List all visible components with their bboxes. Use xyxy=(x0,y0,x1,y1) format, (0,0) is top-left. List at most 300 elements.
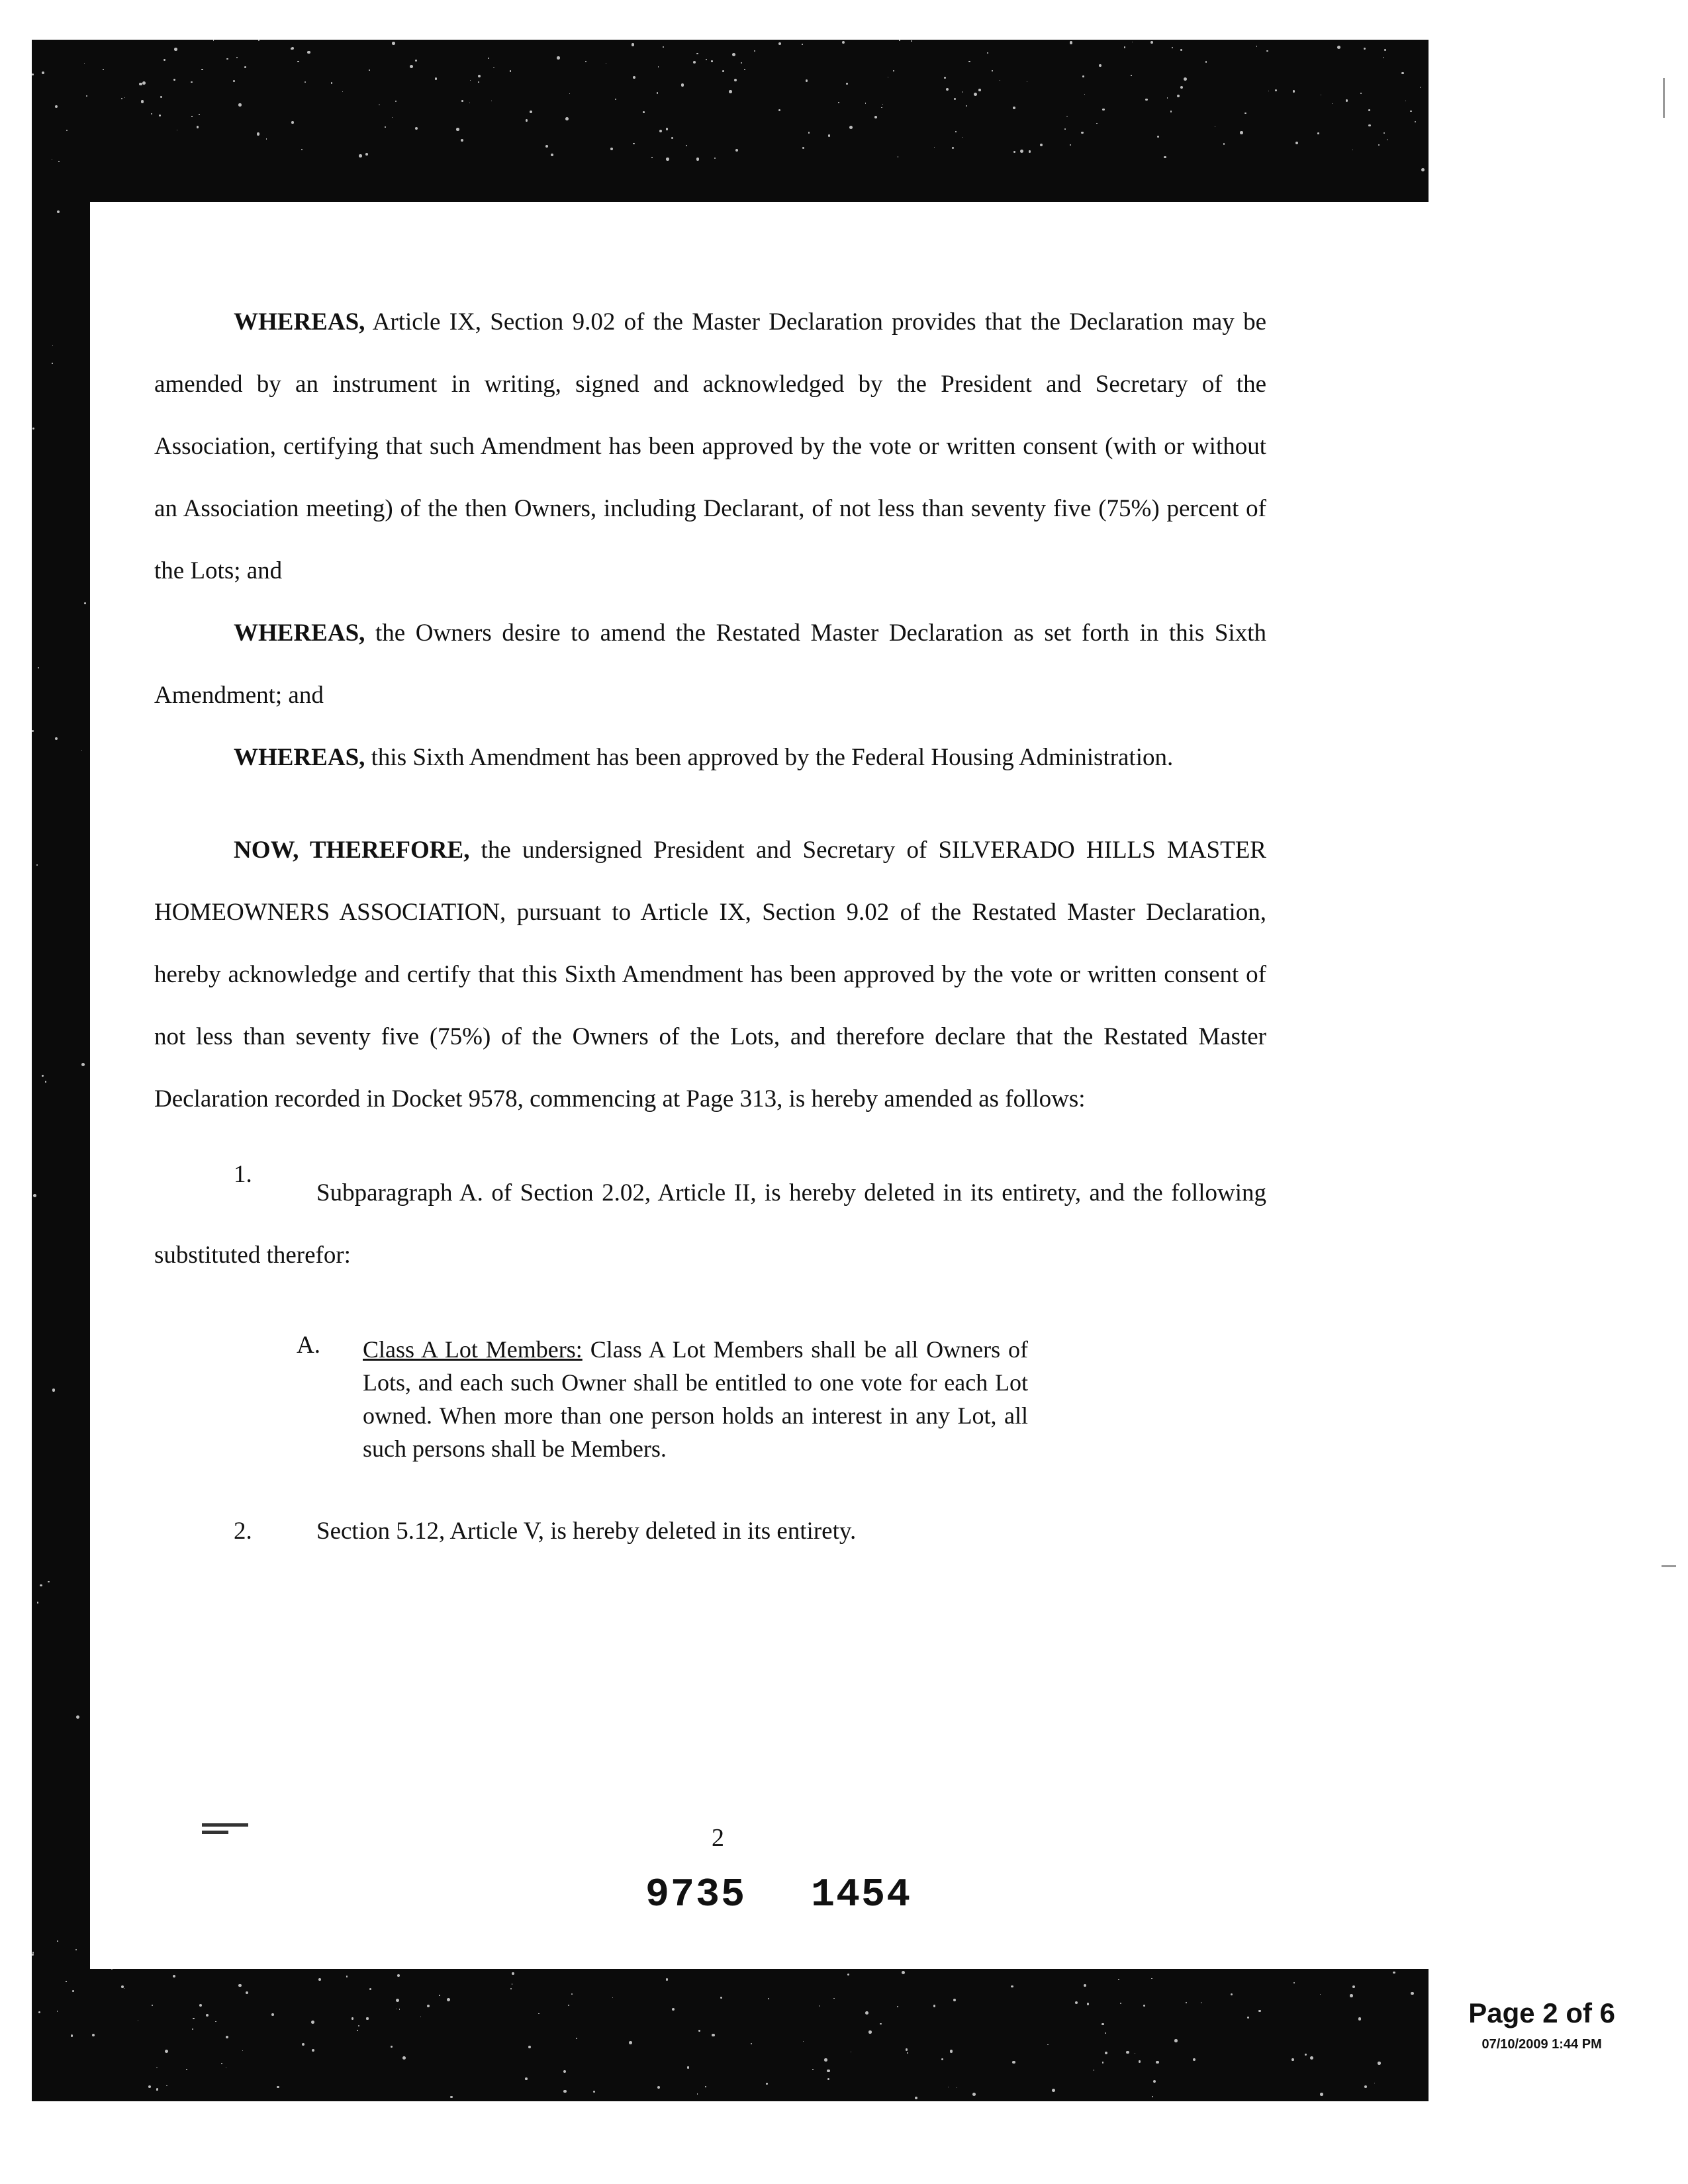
scan-speck xyxy=(318,1978,321,1981)
scan-speck xyxy=(1105,2052,1107,2054)
scan-speck xyxy=(92,2034,95,2036)
scan-speck xyxy=(402,2056,406,2060)
paragraph-whereas-3 xyxy=(154,727,1266,789)
scan-speck xyxy=(57,2011,58,2012)
scan-speck xyxy=(1012,2061,1015,2064)
scan-speck xyxy=(874,116,877,118)
scan-speck xyxy=(568,2005,569,2006)
scan-speck xyxy=(827,2078,829,2080)
scan-speck xyxy=(1139,2060,1141,2063)
scan-speck xyxy=(1070,144,1071,146)
scan-speck xyxy=(615,99,616,100)
scan-speck xyxy=(397,1974,400,1977)
scan-speck xyxy=(820,2005,821,2007)
scan-speck xyxy=(1118,1979,1119,1980)
subitem-class-a xyxy=(297,1332,1029,1465)
scan-speck xyxy=(152,2005,153,2006)
scan-speck xyxy=(66,1981,67,1982)
paragraph-now-therefore xyxy=(154,819,1266,1130)
scan-speck xyxy=(199,114,200,115)
scan-speck xyxy=(1364,48,1366,50)
scan-speck xyxy=(32,1952,34,1953)
scan-speck xyxy=(1070,41,1072,44)
scan-speck xyxy=(538,2013,539,2014)
scan-speck xyxy=(1420,87,1421,88)
scan-speck xyxy=(525,2077,528,2080)
scan-speck xyxy=(1151,1978,1152,1979)
paragraph-text: this Sixth Amendment has been approved by the Federal Housing Administration. xyxy=(371,744,1174,771)
scan-speck xyxy=(124,97,125,98)
scan-speck xyxy=(493,67,494,68)
scan-speck xyxy=(1275,89,1277,91)
scan-speck xyxy=(42,1075,44,1077)
scan-speck xyxy=(32,428,35,430)
scan-speck xyxy=(435,77,437,79)
scan-speck xyxy=(666,1978,669,1981)
scan-speck xyxy=(720,1997,722,1999)
scan-speck xyxy=(1120,2003,1121,2004)
scan-speck xyxy=(301,149,303,150)
scan-speck xyxy=(139,83,142,86)
scan-speck xyxy=(1102,2023,1104,2026)
scan-speck xyxy=(1131,75,1132,76)
scan-speck xyxy=(192,2028,193,2030)
scan-speck xyxy=(1293,90,1295,93)
scan-speck xyxy=(193,2018,195,2020)
scan-speck xyxy=(1421,168,1425,171)
scan-speck xyxy=(342,91,343,92)
scan-speck xyxy=(1266,50,1268,52)
scan-speck xyxy=(52,345,53,346)
scan-speck xyxy=(257,132,260,136)
scan-speck xyxy=(1383,57,1384,58)
scan-speck xyxy=(711,60,713,62)
scan-speck xyxy=(968,61,970,62)
scan-speck xyxy=(898,156,899,158)
scan-speck xyxy=(705,2086,706,2087)
scan-speck xyxy=(311,2021,314,2024)
scan-speck xyxy=(156,2088,159,2091)
scan-speck xyxy=(1105,2032,1106,2034)
scan-speck xyxy=(1099,64,1102,67)
scan-speck xyxy=(238,103,242,107)
scan-speck xyxy=(58,161,60,162)
scan-speck xyxy=(37,1602,39,1604)
scan-speck xyxy=(681,83,684,87)
paragraph-text: Article IX, Section 9.02 of the Master Declaration provides that the Declaration may be amended by an instrument in writing, signed and acknowledged by the President and Secretary of the Association, certifying that such Amendment has been approved by the vote or written consent (with or without an Association meeting) of the then Owners, including Declarant, of not less than seventy five (75%) percent of the Lots; and xyxy=(154,308,1266,584)
scan-speck xyxy=(827,2070,830,2073)
scan-speck xyxy=(865,2011,868,2015)
item-text: Subparagraph A. of Section 2.02, Article II, is hereby deleted in its entirety, and the following substituted therefor: xyxy=(154,1179,1266,1269)
scan-speck xyxy=(1223,143,1225,144)
scan-speck xyxy=(526,119,528,121)
scan-speck xyxy=(55,105,58,108)
scan-speck xyxy=(1156,2061,1158,2064)
scan-speck xyxy=(246,1991,248,1994)
scan-speck xyxy=(633,143,635,145)
scan-speck xyxy=(569,93,570,94)
scan-speck xyxy=(1337,46,1340,49)
scan-speck xyxy=(1013,151,1015,153)
scan-speck xyxy=(712,2034,714,2036)
scan-speck xyxy=(358,2025,359,2026)
docket-number: 9735 xyxy=(645,1873,747,1918)
scan-speck xyxy=(696,53,698,55)
scan-speck xyxy=(75,1949,77,1950)
scan-speck xyxy=(512,1983,513,1985)
scan-speck xyxy=(66,130,68,131)
subitem-title: Class A Lot Members: xyxy=(363,1336,583,1363)
scan-speck xyxy=(828,134,830,136)
scan-speck xyxy=(148,2085,151,2088)
scan-speck xyxy=(732,53,735,56)
scan-speck xyxy=(1064,128,1066,130)
scan-speck xyxy=(1256,46,1258,47)
scan-speck xyxy=(849,126,853,129)
scan-speck xyxy=(1145,99,1148,101)
item-number: 1. xyxy=(234,1161,252,1188)
scan-speck xyxy=(612,1997,613,1998)
scan-speck xyxy=(806,79,808,81)
scan-speck xyxy=(842,41,845,44)
scan-speck xyxy=(1352,1985,1355,1988)
scan-speck xyxy=(576,2038,577,2039)
scan-speck xyxy=(369,1988,371,1990)
scan-speck xyxy=(369,69,370,71)
item-number: 2. xyxy=(234,1518,252,1545)
scan-speck xyxy=(226,58,228,60)
scan-speck xyxy=(778,109,780,111)
scan-speck xyxy=(392,117,393,118)
edge-mark xyxy=(1662,1565,1676,1567)
scan-speck xyxy=(72,1990,74,1992)
scan-speck xyxy=(987,52,988,54)
scan-speck xyxy=(1186,2002,1187,2003)
scan-speck xyxy=(686,145,687,146)
scan-speck xyxy=(666,158,669,160)
scan-speck xyxy=(659,130,662,132)
scan-speck xyxy=(242,2050,243,2051)
scan-speck xyxy=(57,1940,58,1942)
scan-speck xyxy=(1305,2054,1306,2055)
scan-speck xyxy=(1047,2044,1048,2045)
scan-speck xyxy=(847,1974,850,1976)
scan-speck xyxy=(1102,109,1105,111)
scan-speck xyxy=(392,42,395,44)
scan-speck xyxy=(32,1954,34,1956)
scan-speck xyxy=(768,1998,769,1999)
scan-speck xyxy=(651,157,653,158)
scan-speck xyxy=(545,145,548,148)
scan-speck xyxy=(1152,2096,1153,2097)
scan-speck xyxy=(366,2017,368,2019)
scan-speck xyxy=(663,46,664,48)
scan-speck xyxy=(57,210,60,213)
scan-speck xyxy=(33,1194,36,1197)
scan-speck xyxy=(802,147,804,149)
scan-speck xyxy=(233,80,235,82)
scan-speck xyxy=(1240,131,1243,134)
scan-speck xyxy=(1126,2051,1129,2054)
scan-speck xyxy=(346,1976,348,1978)
paragraph-lead: WHEREAS, xyxy=(234,744,365,771)
scan-speck xyxy=(966,105,967,107)
edge-mark xyxy=(1663,78,1665,118)
scan-speck xyxy=(1075,2001,1078,2004)
scan-speck xyxy=(238,1984,242,1987)
scan-speck xyxy=(151,113,152,114)
scan-speck xyxy=(1360,93,1362,94)
scan-speck xyxy=(512,1972,514,1975)
scan-speck xyxy=(824,2058,827,2062)
subitem-body: Class A Lot Members shall be all Owners of Lots, and each such Owner shall be entitled to one vote for each Lot owned. When more than one person holds an interest in any Lot, all such persons shall be Members. xyxy=(363,1336,1029,1462)
docket-page: 1454 xyxy=(811,1873,912,1918)
scan-speck xyxy=(906,2048,908,2051)
scan-speck xyxy=(191,116,193,117)
docket-stamp xyxy=(645,1873,912,1918)
scan-speck xyxy=(1150,41,1153,44)
scan-speck xyxy=(470,80,471,81)
scan-speck xyxy=(103,69,104,70)
scan-speck xyxy=(744,69,745,70)
scan-speck xyxy=(1096,123,1097,124)
scan-speck xyxy=(734,79,737,81)
scan-speck xyxy=(838,102,839,103)
scan-speck xyxy=(1172,47,1173,48)
scan-speck xyxy=(551,154,553,156)
scan-speck xyxy=(557,56,560,60)
scan-speck xyxy=(38,667,39,668)
scan-speck xyxy=(357,2030,358,2031)
scan-speck xyxy=(528,2046,531,2048)
scan-speck xyxy=(974,93,977,96)
scan-speck xyxy=(206,2014,209,2017)
paragraph-text: the undersigned President and Secretary of SILVERADO HILLS MASTER HOMEOWNERS ASSOCIATION, pursuant to Article IX, Section 9.02 of the Restated Master Declaration, hereby acknowledge and certify that this Sixth Amendment has been approved by the vote or written consent of not less than seventy five (75%) of the Owners of the Lots, and therefore declare that the Restated Master Declaration recorded in Docket 9578, commencing at Page 313, is hereby amended as follows: xyxy=(154,837,1266,1113)
scan-speck xyxy=(1180,49,1182,51)
scan-speck xyxy=(1084,1984,1086,1987)
scan-speck xyxy=(955,131,956,132)
scan-speck xyxy=(379,105,380,106)
scan-speck xyxy=(946,88,949,91)
scan-speck xyxy=(1040,144,1043,146)
scan-speck xyxy=(1415,121,1416,122)
scan-speck xyxy=(1410,111,1412,113)
scan-speck xyxy=(962,91,963,92)
scan-speck xyxy=(1411,1992,1414,1995)
paragraph-lead: WHEREAS, xyxy=(234,308,365,336)
subitem-letter: A. xyxy=(297,1332,320,1359)
scan-speck xyxy=(186,2069,187,2070)
scan-speck xyxy=(1350,1994,1353,1997)
paragraph-whereas-2 xyxy=(154,602,1266,727)
scan-speck xyxy=(1247,2017,1249,2019)
scan-speck xyxy=(302,2043,305,2046)
scan-speck xyxy=(415,127,418,130)
scan-speck xyxy=(1052,2089,1055,2092)
scan-speck xyxy=(1174,2039,1178,2042)
scan-speck xyxy=(1082,75,1084,77)
scan-speck xyxy=(1383,132,1385,134)
scan-speck xyxy=(1157,136,1159,138)
scan-speck xyxy=(754,50,755,52)
scan-speck xyxy=(972,2093,976,2096)
scan-speck xyxy=(197,126,199,128)
paragraph-text: the Owners desire to amend the Restated Master Declaration as set forth in this Sixth Amendment; and xyxy=(154,619,1266,709)
scan-speck xyxy=(1153,2080,1156,2083)
scan-speck xyxy=(632,43,634,46)
scan-speck xyxy=(45,1081,47,1083)
scan-speck xyxy=(563,2070,566,2073)
document-body xyxy=(154,291,1266,1551)
scan-speck xyxy=(696,158,700,161)
scan-speck xyxy=(1310,2056,1313,2060)
scan-speck xyxy=(1084,94,1085,95)
scan-speck xyxy=(1180,86,1183,89)
scan-speck xyxy=(698,2030,700,2032)
scan-speck xyxy=(751,2043,752,2044)
scan-speck xyxy=(1384,49,1386,51)
scan-speck xyxy=(1013,107,1015,109)
scan-speck xyxy=(593,2091,595,2093)
scan-speck xyxy=(236,57,238,58)
scan-speck xyxy=(657,2086,660,2089)
scan-speck xyxy=(1184,77,1187,81)
scan-speck xyxy=(1102,2062,1103,2063)
scan-speck xyxy=(1020,150,1023,153)
scan-speck xyxy=(331,82,333,84)
scan-speck xyxy=(933,2005,935,2007)
numbered-item-1 xyxy=(154,1162,1266,1287)
scan-speck xyxy=(359,154,362,158)
scan-speck xyxy=(488,58,489,59)
scan-speck xyxy=(365,153,368,156)
scan-speck xyxy=(55,737,58,740)
page-number: 2 xyxy=(712,1824,724,1852)
scan-speck xyxy=(1364,2085,1367,2088)
scan-speck xyxy=(766,2083,768,2085)
scan-speck xyxy=(880,2023,882,2025)
scan-speck xyxy=(1124,46,1125,48)
scan-speck xyxy=(697,2093,698,2094)
scan-speck xyxy=(868,2030,871,2033)
scan-speck xyxy=(1320,1994,1321,1995)
scan-speck xyxy=(735,149,738,152)
scan-speck xyxy=(563,2090,567,2093)
scan-speck xyxy=(1164,156,1166,158)
scan-speck xyxy=(450,2096,452,2098)
scan-speck xyxy=(1358,2017,1362,2021)
scan-speck xyxy=(174,48,177,51)
scan-speck xyxy=(478,75,481,77)
scan-speck xyxy=(952,147,954,149)
subitem-text xyxy=(363,1333,1028,1465)
scan-speck xyxy=(687,2066,689,2068)
scan-speck xyxy=(399,2009,400,2010)
scan-speck xyxy=(1258,2010,1261,2013)
scan-speck xyxy=(565,117,569,120)
scan-speck xyxy=(142,81,146,85)
scan-speck xyxy=(741,62,743,64)
scan-speck xyxy=(658,66,659,67)
item-text: Section 5.12, Article V, is hereby deleted in its entirety. xyxy=(316,1518,857,1545)
scan-speck xyxy=(897,2006,898,2007)
scan-speck xyxy=(395,101,397,102)
scan-speck xyxy=(271,2013,274,2016)
scan-speck xyxy=(226,2068,227,2069)
scan-speck xyxy=(1231,1993,1233,1995)
scan-speck xyxy=(1378,144,1380,146)
scan-speck xyxy=(1167,97,1168,99)
scan-speck xyxy=(159,114,161,116)
page-count-label: Page 2 of 6 xyxy=(1468,1997,1615,2028)
scan-speck xyxy=(76,1715,79,1719)
scan-speck xyxy=(729,90,731,93)
scan-speck xyxy=(633,76,635,79)
scan-speck xyxy=(833,1998,835,1999)
scan-speck xyxy=(934,147,935,148)
scan-speck xyxy=(173,79,175,81)
print-datetime: 07/10/2009 1:44 PM xyxy=(1481,2037,1602,2052)
scan-speck xyxy=(1205,61,1207,62)
scan-speck xyxy=(478,81,479,83)
scan-speck xyxy=(881,107,882,108)
scan-speck xyxy=(1401,72,1404,75)
scan-speck xyxy=(950,2050,953,2052)
scan-speck xyxy=(86,95,87,97)
scan-speck xyxy=(291,47,294,50)
scan-speck xyxy=(1368,124,1370,126)
scan-speck xyxy=(643,111,645,113)
scan-speck xyxy=(52,363,53,364)
scan-speck xyxy=(893,70,894,71)
scan-speck xyxy=(42,71,44,74)
scan-speck xyxy=(244,66,246,68)
paragraph-lead: NOW, THEREFORE, xyxy=(234,837,470,864)
scan-speck xyxy=(165,2050,168,2053)
scan-speck xyxy=(461,139,463,142)
form-code-mark xyxy=(202,1823,248,1843)
scan-speck xyxy=(352,2017,354,2020)
scan-speck xyxy=(166,2085,167,2087)
scan-speck xyxy=(36,864,38,866)
scan-speck xyxy=(297,61,299,62)
scan-speck xyxy=(121,98,122,99)
scan-speck xyxy=(1332,103,1333,104)
scan-speck xyxy=(978,89,981,91)
scan-speck xyxy=(672,2008,675,2011)
scan-speck xyxy=(882,104,883,105)
scan-speck xyxy=(941,2058,943,2060)
scan-speck xyxy=(199,2004,202,2007)
scan-speck xyxy=(1193,2058,1196,2061)
scan-speck xyxy=(846,83,848,85)
scan-speck xyxy=(808,132,810,133)
scan-speck xyxy=(1291,2058,1294,2061)
scan-speck xyxy=(84,602,86,604)
scan-speck xyxy=(706,59,707,60)
scan-speck xyxy=(277,2086,279,2088)
scan-speck xyxy=(1066,116,1068,117)
scan-speck xyxy=(1143,2005,1145,2007)
scan-speck xyxy=(666,128,668,130)
scan-speck xyxy=(610,148,613,150)
print-stamp xyxy=(1468,1997,1615,2052)
paragraph-lead: WHEREAS, xyxy=(234,619,365,647)
scan-speck xyxy=(312,2049,314,2052)
scan-speck xyxy=(221,2063,223,2065)
scan-speck xyxy=(1393,1972,1395,1974)
scan-speck xyxy=(40,1584,42,1586)
